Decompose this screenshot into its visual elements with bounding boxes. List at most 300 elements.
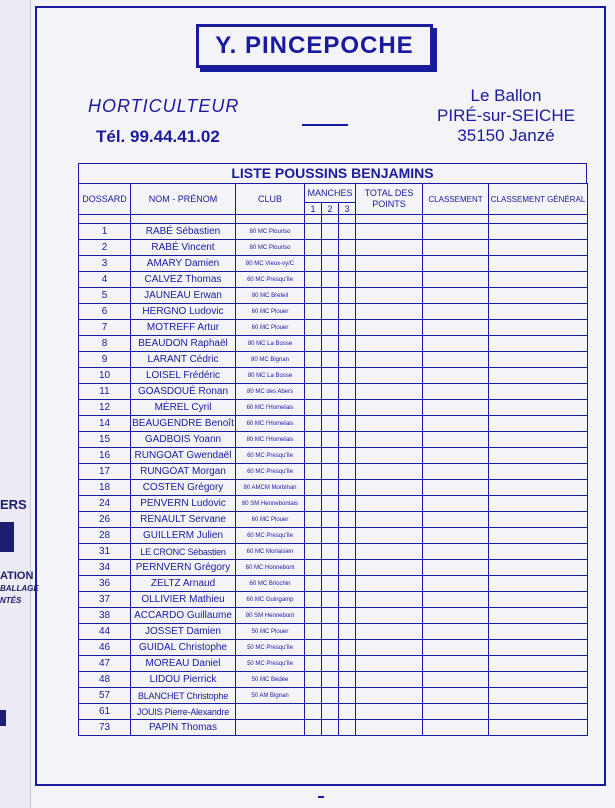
dossard-cell: 47 bbox=[79, 656, 131, 672]
club-cell: 60 MC Plouer bbox=[236, 320, 305, 336]
classement-cell bbox=[423, 528, 489, 544]
name-cell: RUNGOAT Gwendaël bbox=[131, 448, 236, 464]
manche-2-cell bbox=[322, 384, 339, 400]
club-cell: 60 MC Plouer bbox=[236, 512, 305, 528]
sponsor-trade: HORTICULTEUR bbox=[88, 96, 240, 116]
club-cell: 80 MC La Bosse bbox=[236, 336, 305, 352]
dossard-cell: 31 bbox=[79, 544, 131, 560]
edge-text-fragment: ATION bbox=[0, 570, 34, 582]
name-cell: GUILLERM Julien bbox=[131, 528, 236, 544]
table-row bbox=[79, 288, 588, 304]
manche-3-cell bbox=[339, 512, 356, 528]
dossard-cell: 44 bbox=[79, 624, 131, 640]
manche-3-cell bbox=[339, 256, 356, 272]
manche-2-cell bbox=[322, 272, 339, 288]
classement-cell bbox=[423, 704, 489, 720]
table-row bbox=[79, 528, 588, 544]
dossard-cell: 37 bbox=[79, 592, 131, 608]
name-cell: CALVEZ Thomas bbox=[131, 272, 236, 288]
manche-3-cell bbox=[339, 496, 356, 512]
name-cell: MÉREL Cyril bbox=[131, 400, 236, 416]
manche-3-cell bbox=[339, 448, 356, 464]
classement-cell bbox=[423, 560, 489, 576]
name-cell: LOISEL Frédéric bbox=[131, 368, 236, 384]
club-cell: 80 AMCM Morbihan bbox=[236, 480, 305, 496]
manche-3-cell bbox=[339, 720, 356, 736]
club-cell: 80 MC Plouriso bbox=[236, 240, 305, 256]
classement-cell bbox=[423, 336, 489, 352]
classement-cell bbox=[423, 496, 489, 512]
manche-3-cell bbox=[339, 272, 356, 288]
club-cell: 60 MC l'Homelais bbox=[236, 416, 305, 432]
manche-1-cell bbox=[305, 224, 322, 240]
table-row bbox=[79, 560, 588, 576]
classement-cell bbox=[423, 480, 489, 496]
manche-3-cell bbox=[339, 576, 356, 592]
manche-3-cell bbox=[339, 592, 356, 608]
manche-1-cell bbox=[305, 640, 322, 656]
header-manche-2: 2 bbox=[322, 203, 339, 215]
dossard-cell: 9 bbox=[79, 352, 131, 368]
manche-3-cell bbox=[339, 240, 356, 256]
club-cell: 60 MC l'Homelais bbox=[236, 400, 305, 416]
dossard-cell: 73 bbox=[79, 720, 131, 736]
classement-cell bbox=[423, 272, 489, 288]
total-cell bbox=[356, 432, 423, 448]
classement-general-cell bbox=[489, 496, 588, 512]
dossard-cell: 57 bbox=[79, 688, 131, 704]
name-cell: LARANT Cédric bbox=[131, 352, 236, 368]
manche-1-cell bbox=[305, 688, 322, 704]
manche-3-cell bbox=[339, 304, 356, 320]
results-table bbox=[78, 183, 588, 736]
dossard-cell: 36 bbox=[79, 576, 131, 592]
table-row bbox=[79, 640, 588, 656]
manche-2-cell bbox=[322, 432, 339, 448]
table-row bbox=[79, 416, 588, 432]
classement-general-cell bbox=[489, 560, 588, 576]
classement-cell bbox=[423, 432, 489, 448]
club-cell: 80 MC Breteil bbox=[236, 288, 305, 304]
manche-3-cell bbox=[339, 608, 356, 624]
classement-general-cell bbox=[489, 304, 588, 320]
name-cell: COSTEN Grégory bbox=[131, 480, 236, 496]
classement-general-cell bbox=[489, 720, 588, 736]
header-manches: MANCHES bbox=[305, 184, 356, 203]
classement-cell bbox=[423, 688, 489, 704]
dossard-cell: 2 bbox=[79, 240, 131, 256]
club-cell: 80 SM Hennebont bbox=[236, 608, 305, 624]
club-cell: 50 MC Bédée bbox=[236, 672, 305, 688]
list-title: LISTE POUSSINS BENJAMINS bbox=[78, 163, 587, 183]
name-cell: RENAULT Servane bbox=[131, 512, 236, 528]
table-row bbox=[79, 464, 588, 480]
manche-1-cell bbox=[305, 720, 322, 736]
name-cell: ZELTZ Arnaud bbox=[131, 576, 236, 592]
manche-2-cell bbox=[322, 672, 339, 688]
name-cell: OLLIVIER Mathieu bbox=[131, 592, 236, 608]
classement-cell bbox=[423, 608, 489, 624]
name-cell: BEAUGENDRE Benoît bbox=[131, 416, 236, 432]
manche-3-cell bbox=[339, 432, 356, 448]
manche-1-cell bbox=[305, 256, 322, 272]
edge-text-fragment: ERS bbox=[0, 497, 27, 512]
total-cell bbox=[356, 224, 423, 240]
total-cell bbox=[356, 560, 423, 576]
club-cell: 60 MC Presqu'île bbox=[236, 464, 305, 480]
manche-1-cell bbox=[305, 512, 322, 528]
dossard-cell: 10 bbox=[79, 368, 131, 384]
table-row bbox=[79, 544, 588, 560]
dossard-cell: 18 bbox=[79, 480, 131, 496]
club-cell: 60 MC Presqu'île bbox=[236, 448, 305, 464]
classement-cell bbox=[423, 224, 489, 240]
manche-2-cell bbox=[322, 352, 339, 368]
total-cell bbox=[356, 688, 423, 704]
manche-3-cell bbox=[339, 464, 356, 480]
manche-1-cell bbox=[305, 416, 322, 432]
classement-cell bbox=[423, 288, 489, 304]
total-cell bbox=[356, 464, 423, 480]
total-cell bbox=[356, 336, 423, 352]
classement-general-cell bbox=[489, 512, 588, 528]
dossard-cell: 12 bbox=[79, 400, 131, 416]
dossard-cell: 6 bbox=[79, 304, 131, 320]
manche-2-cell bbox=[322, 528, 339, 544]
classement-general-cell bbox=[489, 624, 588, 640]
manche-1-cell bbox=[305, 336, 322, 352]
classement-cell bbox=[423, 624, 489, 640]
manche-2-cell bbox=[322, 304, 339, 320]
classement-general-cell bbox=[489, 288, 588, 304]
table-row bbox=[79, 304, 588, 320]
name-cell: BLANCHET Christophe bbox=[131, 688, 236, 704]
manche-1-cell bbox=[305, 576, 322, 592]
classement-general-cell bbox=[489, 464, 588, 480]
dossard-cell: 15 bbox=[79, 432, 131, 448]
club-cell: 50 MC Presqu'île bbox=[236, 656, 305, 672]
total-cell bbox=[356, 448, 423, 464]
manche-3-cell bbox=[339, 384, 356, 400]
table-row bbox=[79, 672, 588, 688]
manche-3-cell bbox=[339, 352, 356, 368]
table-row bbox=[79, 656, 588, 672]
classement-cell bbox=[423, 416, 489, 432]
manche-2-cell bbox=[322, 448, 339, 464]
classement-general-cell bbox=[489, 432, 588, 448]
header-club: CLUB bbox=[236, 184, 305, 215]
name-cell: PERNVERN Grégory bbox=[131, 560, 236, 576]
table-row bbox=[79, 432, 588, 448]
dossard-cell: 38 bbox=[79, 608, 131, 624]
classement-general-cell bbox=[489, 704, 588, 720]
classement-cell bbox=[423, 256, 489, 272]
club-cell: 60 MC Guingamp bbox=[236, 592, 305, 608]
header-classement: CLASSEMENT bbox=[423, 184, 489, 215]
manche-2-cell bbox=[322, 320, 339, 336]
total-cell bbox=[356, 320, 423, 336]
manche-2-cell bbox=[322, 336, 339, 352]
manche-2-cell bbox=[322, 560, 339, 576]
dossard-cell: 3 bbox=[79, 256, 131, 272]
sponsor-address bbox=[420, 86, 592, 146]
table-row bbox=[79, 576, 588, 592]
manche-1-cell bbox=[305, 272, 322, 288]
manche-3-cell bbox=[339, 560, 356, 576]
address-line: 35150 Janzé bbox=[457, 126, 555, 145]
table-row bbox=[79, 688, 588, 704]
header-nom: NOM - PRÉNOM bbox=[131, 184, 236, 215]
classement-cell bbox=[423, 464, 489, 480]
classement-general-cell bbox=[489, 400, 588, 416]
edge-text-fragment: BALLAGE bbox=[0, 584, 39, 593]
manche-2-cell bbox=[322, 400, 339, 416]
header-classement-general: CLASSEMENT GÉNÉRAL bbox=[489, 184, 588, 215]
manche-3-cell bbox=[339, 416, 356, 432]
table-row bbox=[79, 368, 588, 384]
name-cell: RUNGOAT Morgan bbox=[131, 464, 236, 480]
total-cell bbox=[356, 720, 423, 736]
total-cell bbox=[356, 368, 423, 384]
dossard-cell: 28 bbox=[79, 528, 131, 544]
manche-3-cell bbox=[339, 288, 356, 304]
edge-dark-block bbox=[0, 522, 14, 552]
manche-2-cell bbox=[322, 464, 339, 480]
total-cell bbox=[356, 496, 423, 512]
dossard-cell: 16 bbox=[79, 448, 131, 464]
club-cell bbox=[236, 704, 305, 720]
manche-2-cell bbox=[322, 544, 339, 560]
header-total: TOTAL DES POINTS bbox=[356, 184, 423, 215]
dossard-cell: 24 bbox=[79, 496, 131, 512]
header-dossard: DOSSARD bbox=[79, 184, 131, 215]
manche-3-cell bbox=[339, 224, 356, 240]
table-row bbox=[79, 480, 588, 496]
table-row bbox=[79, 384, 588, 400]
classement-general-cell bbox=[489, 416, 588, 432]
club-cell bbox=[236, 720, 305, 736]
classement-general-cell bbox=[489, 672, 588, 688]
manche-3-cell bbox=[339, 480, 356, 496]
manche-3-cell bbox=[339, 528, 356, 544]
sponsor-phone: Tél. 99.44.41.02 bbox=[96, 127, 220, 146]
name-cell: ACCARDO Guillaume bbox=[131, 608, 236, 624]
total-cell bbox=[356, 256, 423, 272]
total-cell bbox=[356, 704, 423, 720]
manche-1-cell bbox=[305, 592, 322, 608]
total-cell bbox=[356, 288, 423, 304]
results-rows bbox=[79, 224, 588, 736]
club-cell: 60 MC Honnebont bbox=[236, 560, 305, 576]
manche-3-cell bbox=[339, 336, 356, 352]
table-row bbox=[79, 512, 588, 528]
manche-2-cell bbox=[322, 480, 339, 496]
club-cell: 60 MC Plouer bbox=[236, 304, 305, 320]
manche-2-cell bbox=[322, 368, 339, 384]
table-row bbox=[79, 704, 588, 720]
name-cell: GOASDOUÉ Ronan bbox=[131, 384, 236, 400]
manche-1-cell bbox=[305, 560, 322, 576]
total-cell bbox=[356, 352, 423, 368]
manche-1-cell bbox=[305, 400, 322, 416]
total-cell bbox=[356, 656, 423, 672]
dossard-cell: 17 bbox=[79, 464, 131, 480]
manche-1-cell bbox=[305, 544, 322, 560]
manche-2-cell bbox=[322, 576, 339, 592]
manche-3-cell bbox=[339, 400, 356, 416]
classement-general-cell bbox=[489, 640, 588, 656]
club-cell: 80 MC Bignan bbox=[236, 352, 305, 368]
manche-2-cell bbox=[322, 608, 339, 624]
header-spacer-row bbox=[79, 215, 588, 224]
edge-dark-block bbox=[0, 710, 6, 726]
total-cell bbox=[356, 400, 423, 416]
total-cell bbox=[356, 480, 423, 496]
manche-3-cell bbox=[339, 624, 356, 640]
classement-cell bbox=[423, 368, 489, 384]
manche-3-cell bbox=[339, 320, 356, 336]
total-cell bbox=[356, 544, 423, 560]
sponsor-name: Y. PINCEPOCHE bbox=[215, 32, 414, 59]
table-row bbox=[79, 320, 588, 336]
classement-general-cell bbox=[489, 688, 588, 704]
sponsor-title-box bbox=[196, 24, 433, 68]
dossard-cell: 46 bbox=[79, 640, 131, 656]
classement-cell bbox=[423, 640, 489, 656]
manche-2-cell bbox=[322, 592, 339, 608]
manche-2-cell bbox=[322, 240, 339, 256]
classement-general-cell bbox=[489, 528, 588, 544]
manche-2-cell bbox=[322, 640, 339, 656]
classement-cell bbox=[423, 512, 489, 528]
classement-general-cell bbox=[489, 544, 588, 560]
manche-2-cell bbox=[322, 224, 339, 240]
manche-1-cell bbox=[305, 656, 322, 672]
manche-1-cell bbox=[305, 608, 322, 624]
name-cell: GADBOIS Yoann bbox=[131, 432, 236, 448]
manche-2-cell bbox=[322, 688, 339, 704]
manche-2-cell bbox=[322, 624, 339, 640]
manche-1-cell bbox=[305, 448, 322, 464]
total-cell bbox=[356, 304, 423, 320]
manche-3-cell bbox=[339, 656, 356, 672]
table-row bbox=[79, 352, 588, 368]
manche-3-cell bbox=[339, 704, 356, 720]
classement-general-cell bbox=[489, 656, 588, 672]
classement-cell bbox=[423, 448, 489, 464]
dossard-cell: 5 bbox=[79, 288, 131, 304]
classement-general-cell bbox=[489, 608, 588, 624]
classement-general-cell bbox=[489, 256, 588, 272]
club-cell: 50 MC Plouer bbox=[236, 624, 305, 640]
dossard-cell: 48 bbox=[79, 672, 131, 688]
classement-general-cell bbox=[489, 224, 588, 240]
dossard-cell: 34 bbox=[79, 560, 131, 576]
edge-text-fragment: NTÉS bbox=[0, 596, 22, 605]
table-row bbox=[79, 496, 588, 512]
table-row bbox=[79, 224, 588, 240]
name-cell: JOSSET Damien bbox=[131, 624, 236, 640]
manche-1-cell bbox=[305, 464, 322, 480]
table-row bbox=[79, 256, 588, 272]
club-cell: 80 MC des Abers bbox=[236, 384, 305, 400]
manche-2-cell bbox=[322, 656, 339, 672]
manche-1-cell bbox=[305, 320, 322, 336]
dossard-cell: 8 bbox=[79, 336, 131, 352]
total-cell bbox=[356, 624, 423, 640]
address-line: PIRÉ-sur-SEICHE bbox=[437, 106, 575, 125]
name-cell: RABÉ Vincent bbox=[131, 240, 236, 256]
header-manche-3: 3 bbox=[339, 203, 356, 215]
name-cell: MOTREFF Artur bbox=[131, 320, 236, 336]
manche-2-cell bbox=[322, 256, 339, 272]
dossard-cell: 26 bbox=[79, 512, 131, 528]
name-cell: AMARY Damien bbox=[131, 256, 236, 272]
club-cell: 50 AM Bignan bbox=[236, 688, 305, 704]
club-cell: 60 MC Morlaisien bbox=[236, 544, 305, 560]
dossard-cell: 11 bbox=[79, 384, 131, 400]
name-cell: MOREAU Daniel bbox=[131, 656, 236, 672]
manche-2-cell bbox=[322, 512, 339, 528]
classement-general-cell bbox=[489, 368, 588, 384]
classement-cell bbox=[423, 592, 489, 608]
manche-3-cell bbox=[339, 368, 356, 384]
classement-general-cell bbox=[489, 480, 588, 496]
club-cell: 80 MC La Bosse bbox=[236, 368, 305, 384]
manche-1-cell bbox=[305, 528, 322, 544]
table-row bbox=[79, 592, 588, 608]
manche-1-cell bbox=[305, 304, 322, 320]
classement-general-cell bbox=[489, 352, 588, 368]
classement-cell bbox=[423, 544, 489, 560]
name-cell: GUIDAL Christophe bbox=[131, 640, 236, 656]
table-row bbox=[79, 624, 588, 640]
manche-3-cell bbox=[339, 544, 356, 560]
manche-1-cell bbox=[305, 432, 322, 448]
table-row bbox=[79, 608, 588, 624]
name-cell: HERGNO Ludovic bbox=[131, 304, 236, 320]
classement-cell bbox=[423, 672, 489, 688]
total-cell bbox=[356, 272, 423, 288]
classement-cell bbox=[423, 320, 489, 336]
divider bbox=[302, 124, 348, 126]
total-cell bbox=[356, 240, 423, 256]
name-cell: PENVERN Ludovic bbox=[131, 496, 236, 512]
total-cell bbox=[356, 528, 423, 544]
total-cell bbox=[356, 592, 423, 608]
classement-general-cell bbox=[489, 384, 588, 400]
name-cell: LIDOU Pierrick bbox=[131, 672, 236, 688]
classement-cell bbox=[423, 240, 489, 256]
manche-1-cell bbox=[305, 496, 322, 512]
manche-3-cell bbox=[339, 688, 356, 704]
total-cell bbox=[356, 672, 423, 688]
total-cell bbox=[356, 608, 423, 624]
name-cell: LE CRONC Sébastien bbox=[131, 544, 236, 560]
dossard-cell: 14 bbox=[79, 416, 131, 432]
manche-1-cell bbox=[305, 624, 322, 640]
manche-1-cell bbox=[305, 288, 322, 304]
classement-general-cell bbox=[489, 336, 588, 352]
classement-cell bbox=[423, 576, 489, 592]
table-row bbox=[79, 400, 588, 416]
club-cell: 60 MC Presqu'île bbox=[236, 272, 305, 288]
classement-cell bbox=[423, 352, 489, 368]
manche-1-cell bbox=[305, 352, 322, 368]
manche-1-cell bbox=[305, 672, 322, 688]
table-row bbox=[79, 720, 588, 736]
club-cell: 60 MC Briochin bbox=[236, 576, 305, 592]
